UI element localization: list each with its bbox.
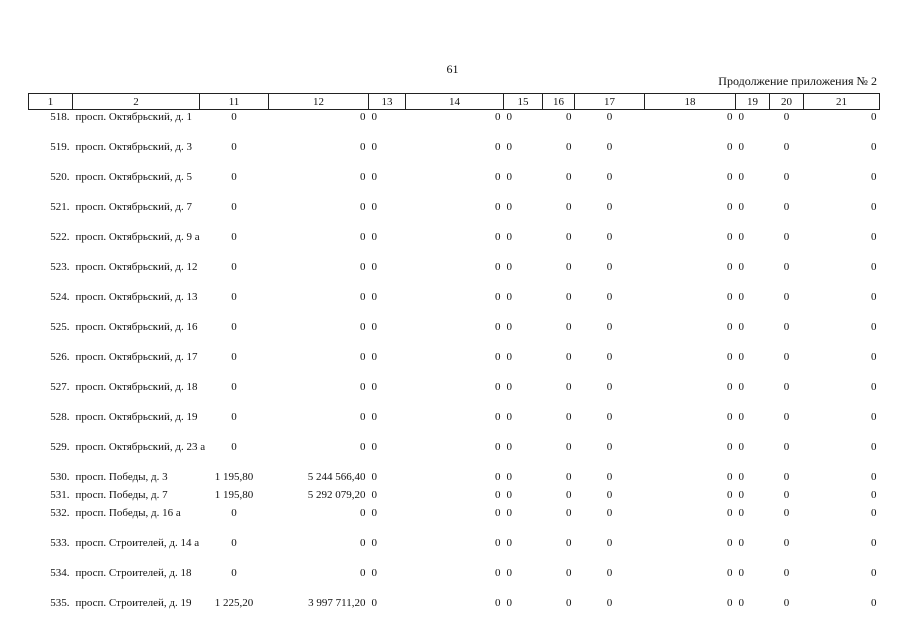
- value-cell: 0: [738, 381, 744, 393]
- value-cell: 0: [783, 441, 790, 453]
- value-cell: 0: [727, 321, 733, 333]
- column-header: 21: [804, 94, 880, 110]
- header-row: [29, 94, 880, 110]
- value-cell: 0: [783, 351, 790, 363]
- value-cell: 0: [566, 231, 572, 243]
- address-cell: просп. Строителей, д. 19: [75, 597, 192, 609]
- value-cell: 0: [495, 261, 501, 273]
- value-cell: 0: [506, 141, 512, 153]
- value-cell: 0: [495, 537, 501, 549]
- value-cell: 0: [360, 351, 366, 363]
- value-cell: 0: [727, 441, 733, 453]
- table-row: [29, 350, 880, 380]
- value-cell: 0: [738, 321, 744, 333]
- table-row: [29, 320, 880, 350]
- appendix-caption: Продолжение приложения № 2: [718, 74, 877, 88]
- value-cell: 0: [506, 567, 512, 579]
- value-cell: 0: [566, 471, 572, 483]
- value-cell: 0: [371, 141, 377, 153]
- value-cell: 0: [506, 411, 512, 423]
- value-cell: 0: [360, 381, 366, 393]
- value-cell: 0: [360, 141, 366, 153]
- value-cell: 0: [506, 171, 512, 183]
- value-cell: 0: [495, 111, 501, 123]
- value-cell: 0: [360, 171, 366, 183]
- value-cell: 0: [495, 597, 501, 609]
- value-cell: 0: [727, 489, 733, 501]
- value-cell: 0: [606, 291, 613, 303]
- value-cell: 0: [606, 321, 613, 333]
- value-cell: 0: [783, 321, 790, 333]
- address-cell: просп. Октябрьский, д. 23 а: [75, 441, 206, 453]
- value-cell: 0: [566, 537, 572, 549]
- value-cell: 0: [783, 111, 790, 123]
- table-row: [29, 380, 880, 410]
- value-cell: 0: [738, 441, 744, 453]
- value-cell: 0: [606, 201, 613, 213]
- value-cell: 0: [506, 321, 512, 333]
- address-cell: просп. Октябрьский, д. 3: [75, 141, 193, 153]
- value-cell: 0: [231, 291, 237, 303]
- column-header: 20: [770, 94, 804, 110]
- value-cell: 0: [727, 111, 733, 123]
- table-row: [29, 488, 880, 506]
- address-cell: просп. Строителей, д. 18: [75, 567, 192, 579]
- value-cell: 0: [495, 471, 501, 483]
- value-cell: 0: [871, 171, 877, 183]
- value-cell: 0: [783, 291, 790, 303]
- value-cell: 0: [727, 261, 733, 273]
- column-header: 19: [736, 94, 770, 110]
- value-cell: 0: [738, 231, 744, 243]
- value-cell: 0: [371, 537, 377, 549]
- value-cell: 0: [360, 411, 366, 423]
- value-cell: 0: [371, 111, 377, 123]
- value-cell: 0: [360, 231, 366, 243]
- table-row: [29, 410, 880, 440]
- value-cell: 0: [371, 231, 377, 243]
- row-number: 520.: [50, 171, 70, 183]
- row-number: 533.: [50, 537, 70, 549]
- address-cell: просп. Октябрьский, д. 7: [75, 201, 193, 213]
- value-cell: 0: [606, 231, 613, 243]
- value-cell: 0: [360, 537, 366, 549]
- value-cell: 0: [566, 201, 572, 213]
- value-cell: 0: [606, 597, 613, 609]
- row-number: 523.: [50, 261, 70, 273]
- value-cell: 0: [783, 141, 790, 153]
- address-cell: просп. Октябрьский, д. 19: [75, 411, 198, 423]
- address-cell: просп. Октябрьский, д. 5: [75, 171, 193, 183]
- row-number: 535.: [50, 597, 70, 609]
- value-cell: 0: [783, 489, 790, 501]
- address-cell: просп. Октябрьский, д. 9 а: [75, 231, 200, 243]
- value-cell: 0: [566, 111, 572, 123]
- value-cell: 0: [506, 507, 512, 519]
- value-cell: 0: [738, 537, 744, 549]
- value-cell: 0: [738, 291, 744, 303]
- table-row: [29, 230, 880, 260]
- value-cell: 0: [371, 261, 377, 273]
- value-cell: 0: [727, 291, 733, 303]
- table-row: [29, 290, 880, 320]
- value-cell: 0: [783, 171, 790, 183]
- value-cell: 0: [495, 201, 501, 213]
- address-cell: просп. Октябрьский, д. 13: [75, 291, 198, 303]
- value-cell: 0: [783, 471, 790, 483]
- value-cell: 0: [871, 261, 877, 273]
- value-cell: 0: [606, 537, 613, 549]
- value-cell: 0: [371, 321, 377, 333]
- value-cell: 0: [566, 351, 572, 363]
- value-cell: 0: [566, 381, 572, 393]
- value-cell: 0: [506, 537, 512, 549]
- value-cell: 0: [231, 261, 237, 273]
- value-cell: 0: [495, 441, 501, 453]
- value-cell: 0: [871, 141, 877, 153]
- value-cell: 0: [606, 567, 613, 579]
- table-row: [29, 506, 880, 536]
- value-cell: 0: [871, 441, 877, 453]
- value-cell: 0: [566, 291, 572, 303]
- row-number: 524.: [50, 291, 70, 303]
- value-cell: 0: [566, 489, 572, 501]
- table-row: [29, 470, 880, 488]
- value-cell: 0: [231, 111, 237, 123]
- value-cell: 0: [606, 489, 613, 501]
- data-table: [28, 93, 880, 626]
- value-cell: 0: [738, 597, 744, 609]
- value-cell: 0: [738, 567, 744, 579]
- address-cell: просп. Октябрьский, д. 12: [75, 261, 198, 273]
- table-row: [29, 536, 880, 566]
- value-cell: 0: [727, 351, 733, 363]
- value-cell: 0: [506, 489, 512, 501]
- column-header: 12: [269, 94, 369, 110]
- value-cell: 0: [606, 471, 613, 483]
- row-number: 532.: [50, 507, 70, 519]
- value-cell: 0: [566, 141, 572, 153]
- value-cell: 0: [871, 507, 877, 519]
- value-cell: 0: [871, 471, 877, 483]
- value-cell: 0: [371, 597, 377, 609]
- value-cell: 0: [783, 201, 790, 213]
- column-header: 17: [575, 94, 645, 110]
- value-cell: 0: [495, 489, 501, 501]
- value-cell: 0: [495, 321, 501, 333]
- value-cell: 0: [738, 111, 744, 123]
- value-cell: 0: [506, 381, 512, 393]
- row-number: 529.: [50, 441, 70, 453]
- value-cell: 0: [495, 381, 501, 393]
- value-cell: 0: [738, 201, 744, 213]
- value-cell: 0: [727, 171, 733, 183]
- value-cell: 0: [727, 537, 733, 549]
- value-cell: 3 997 711,20: [308, 597, 366, 609]
- value-cell: 0: [738, 411, 744, 423]
- value-cell: 0: [506, 351, 512, 363]
- row-number: 534.: [50, 567, 70, 579]
- value-cell: 0: [231, 567, 237, 579]
- row-number: 528.: [50, 411, 70, 423]
- value-cell: 0: [371, 507, 377, 519]
- value-cell: 0: [738, 261, 744, 273]
- value-cell: 0: [495, 351, 501, 363]
- value-cell: 0: [360, 507, 366, 519]
- value-cell: 0: [360, 201, 366, 213]
- value-cell: 0: [371, 351, 377, 363]
- value-cell: 0: [231, 321, 237, 333]
- value-cell: 0: [360, 441, 366, 453]
- value-cell: 0: [727, 141, 733, 153]
- value-cell: 0: [371, 201, 377, 213]
- value-cell: 1 225,20: [214, 597, 254, 609]
- value-cell: 0: [727, 471, 733, 483]
- page-number: 61: [446, 62, 459, 76]
- value-cell: 0: [871, 567, 877, 579]
- value-cell: 0: [495, 231, 501, 243]
- row-number: 521.: [50, 201, 70, 213]
- value-cell: 0: [371, 567, 377, 579]
- value-cell: 0: [606, 381, 613, 393]
- value-cell: 0: [566, 597, 572, 609]
- value-cell: 0: [738, 351, 744, 363]
- value-cell: 0: [371, 171, 377, 183]
- row-number: 527.: [50, 381, 70, 393]
- value-cell: 0: [871, 537, 877, 549]
- column-header: 13: [369, 94, 406, 110]
- value-cell: 1 195,80: [214, 471, 254, 483]
- value-cell: 0: [727, 567, 733, 579]
- value-cell: 0: [371, 489, 377, 501]
- value-cell: 0: [606, 507, 613, 519]
- value-cell: 0: [606, 171, 613, 183]
- value-cell: 0: [495, 567, 501, 579]
- table-row: [29, 596, 880, 626]
- address-cell: просп. Октябрьский, д. 17: [75, 351, 198, 363]
- row-number: 519.: [50, 141, 70, 153]
- column-header: 18: [645, 94, 736, 110]
- value-cell: 0: [566, 441, 572, 453]
- row-number: 530.: [50, 471, 70, 483]
- value-cell: 0: [606, 351, 613, 363]
- value-cell: 0: [727, 201, 733, 213]
- value-cell: 0: [566, 411, 572, 423]
- value-cell: 0: [360, 261, 366, 273]
- value-cell: 0: [783, 597, 790, 609]
- value-cell: 0: [738, 171, 744, 183]
- value-cell: 0: [871, 597, 877, 609]
- table-row: [29, 566, 880, 596]
- value-cell: 0: [738, 141, 744, 153]
- value-cell: 0: [871, 321, 877, 333]
- value-cell: 0: [606, 141, 613, 153]
- address-cell: просп. Октябрьский, д. 1: [75, 111, 193, 123]
- column-header: 11: [200, 94, 269, 110]
- value-cell: 0: [231, 201, 237, 213]
- value-cell: 0: [606, 411, 613, 423]
- value-cell: 0: [231, 231, 237, 243]
- value-cell: 0: [727, 411, 733, 423]
- value-cell: 0: [495, 141, 501, 153]
- value-cell: 0: [506, 471, 512, 483]
- value-cell: 0: [871, 231, 877, 243]
- value-cell: 0: [566, 567, 572, 579]
- value-cell: 0: [506, 441, 512, 453]
- value-cell: 0: [231, 537, 237, 549]
- value-cell: 0: [360, 111, 366, 123]
- value-cell: 0: [738, 507, 744, 519]
- value-cell: 0: [371, 291, 377, 303]
- address-cell: просп. Победы, д. 3: [75, 471, 168, 483]
- value-cell: 0: [871, 291, 877, 303]
- table-row: [29, 170, 880, 200]
- value-cell: 0: [871, 201, 877, 213]
- value-cell: 0: [727, 231, 733, 243]
- value-cell: 0: [495, 171, 501, 183]
- row-number: 531.: [50, 489, 70, 501]
- value-cell: 0: [231, 381, 237, 393]
- value-cell: 0: [231, 411, 237, 423]
- value-cell: 0: [360, 321, 366, 333]
- value-cell: 0: [495, 507, 501, 519]
- table-row: [29, 110, 880, 141]
- value-cell: 0: [783, 231, 790, 243]
- value-cell: 0: [871, 111, 877, 123]
- value-cell: 0: [360, 291, 366, 303]
- value-cell: 0: [566, 171, 572, 183]
- value-cell: 0: [566, 261, 572, 273]
- address-cell: просп. Победы, д. 7: [75, 489, 168, 501]
- value-cell: 0: [783, 537, 790, 549]
- value-cell: 0: [727, 507, 733, 519]
- row-number: 518.: [50, 111, 70, 123]
- value-cell: 0: [506, 597, 512, 609]
- value-cell: 0: [566, 321, 572, 333]
- table-row: [29, 260, 880, 290]
- value-cell: 0: [360, 567, 366, 579]
- table-row: [29, 200, 880, 230]
- value-cell: 0: [495, 411, 501, 423]
- value-cell: 0: [871, 489, 877, 501]
- value-cell: 0: [371, 411, 377, 423]
- column-header: 2: [73, 94, 200, 110]
- column-header: 16: [543, 94, 575, 110]
- row-number: 526.: [50, 351, 70, 363]
- value-cell: 0: [495, 291, 501, 303]
- value-cell: 0: [371, 381, 377, 393]
- value-cell: 0: [727, 597, 733, 609]
- value-cell: 0: [371, 471, 377, 483]
- value-cell: 0: [783, 411, 790, 423]
- value-cell: 0: [231, 507, 237, 519]
- value-cell: 5 292 079,20: [307, 489, 366, 501]
- value-cell: 0: [506, 111, 512, 123]
- address-cell: просп. Октябрьский, д. 18: [75, 381, 198, 393]
- value-cell: 1 195,80: [214, 489, 254, 501]
- value-cell: 0: [871, 351, 877, 363]
- row-number: 525.: [50, 321, 70, 333]
- column-header: 15: [504, 94, 543, 110]
- value-cell: 0: [783, 381, 790, 393]
- value-cell: 0: [606, 111, 613, 123]
- value-cell: 0: [231, 171, 237, 183]
- address-cell: просп. Октябрьский, д. 16: [75, 321, 198, 333]
- value-cell: 0: [231, 141, 237, 153]
- value-cell: 0: [506, 201, 512, 213]
- value-cell: 0: [783, 261, 790, 273]
- column-header: 1: [29, 94, 73, 110]
- value-cell: 0: [231, 441, 237, 453]
- value-cell: 0: [871, 411, 877, 423]
- table-row: [29, 140, 880, 170]
- value-cell: 0: [738, 471, 744, 483]
- address-cell: просп. Строителей, д. 14 а: [75, 537, 200, 549]
- value-cell: 0: [871, 381, 877, 393]
- value-cell: 0: [566, 507, 572, 519]
- value-cell: 0: [371, 441, 377, 453]
- value-cell: 0: [738, 489, 744, 501]
- value-cell: 0: [506, 261, 512, 273]
- value-cell: 0: [783, 567, 790, 579]
- address-cell: просп. Победы, д. 16 а: [75, 507, 181, 519]
- column-header: 14: [406, 94, 504, 110]
- value-cell: 0: [727, 381, 733, 393]
- value-cell: 0: [506, 291, 512, 303]
- value-cell: 0: [606, 261, 613, 273]
- value-cell: 5 244 566,40: [307, 471, 366, 483]
- value-cell: 0: [606, 441, 613, 453]
- value-cell: 0: [783, 507, 790, 519]
- value-cell: 0: [231, 351, 237, 363]
- value-cell: 0: [506, 231, 512, 243]
- row-number: 522.: [50, 231, 70, 243]
- table-row: [29, 440, 880, 470]
